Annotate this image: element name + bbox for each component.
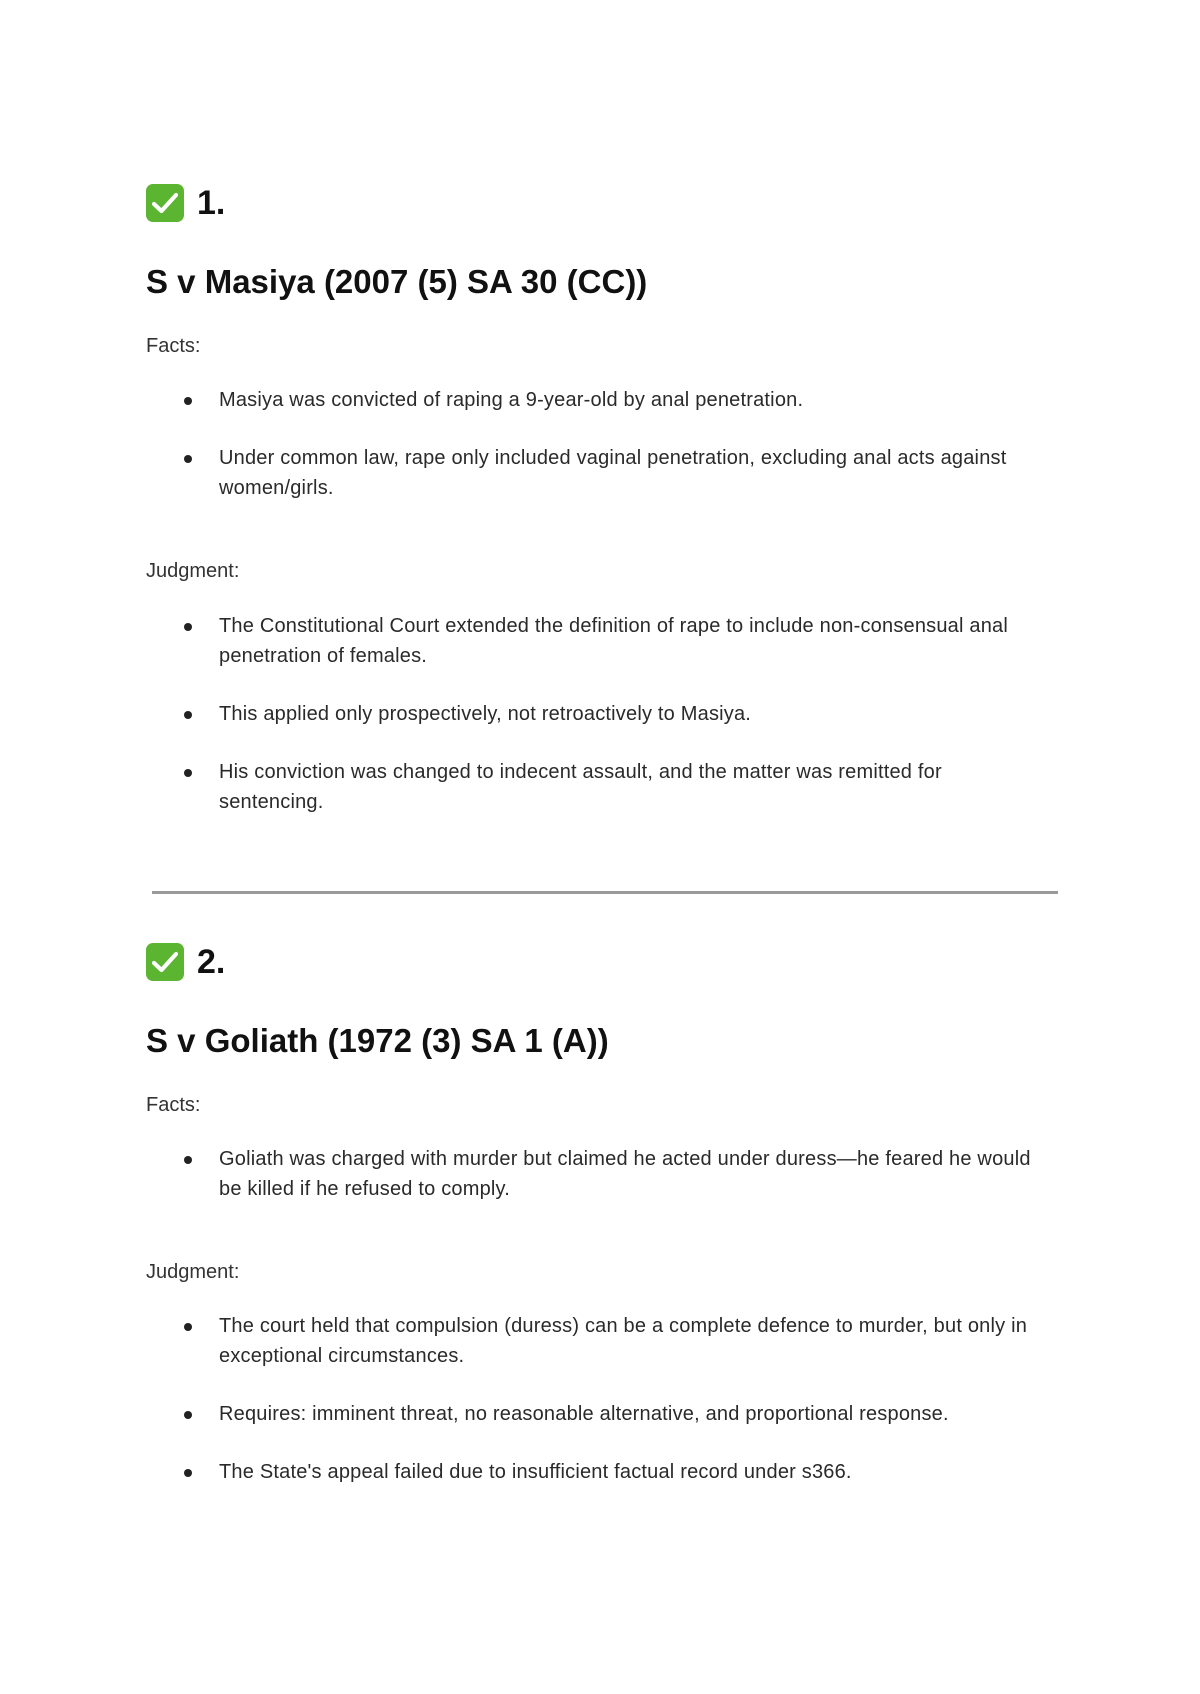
case-title: S v Masiya (2007 (5) SA 30 (CC))	[146, 263, 648, 300]
bullet-dot-icon	[184, 1323, 192, 1331]
bullet-dot-icon	[184, 769, 192, 777]
bullet-dot-icon	[184, 397, 192, 405]
bullet-dot-icon	[184, 455, 192, 463]
list-item: Under common law, rape only included vaginal penetration, excluding anal acts against women/girls.	[146, 443, 1046, 503]
list-item: Masiya was convicted of raping a 9-year-old by anal penetration.	[146, 385, 1046, 415]
judgment-label: Judgment:	[146, 1261, 240, 1283]
list-item: Goliath was charged with murder but claimed he acted under duress—he feared he would be killed if he refused to comply.	[146, 1144, 1046, 1204]
judgment-label: Judgment:	[146, 560, 240, 582]
list-item: This applied only prospectively, not retroactively to Masiya.	[146, 699, 1046, 729]
bullet-dot-icon	[184, 711, 192, 719]
list-item: The State's appeal failed due to insufficient factual record under s366.	[146, 1457, 1046, 1487]
section-divider	[152, 891, 1058, 894]
facts-list	[146, 385, 1046, 503]
case-title: S v Goliath (1972 (3) SA 1 (A))	[146, 1022, 609, 1059]
bullet-dot-icon	[184, 1411, 192, 1419]
bullet-dot-icon	[184, 623, 192, 631]
judgment-list	[146, 1311, 1046, 1487]
case-section-1	[146, 181, 1066, 813]
case-number: 1.	[197, 183, 226, 222]
facts-list	[146, 1144, 1046, 1204]
judgment-list	[146, 611, 1046, 817]
case-number: 2.	[197, 942, 226, 981]
list-item: His conviction was changed to indecent assault, and the matter was remitted for sentencing.	[146, 757, 1046, 817]
list-item: The Constitutional Court extended the definition of rape to include non-consensual anal penetration of females.	[146, 611, 1046, 671]
bullet-dot-icon	[184, 1469, 192, 1477]
case-number-row	[146, 181, 1066, 225]
check-mark-icon	[146, 184, 184, 222]
list-item: The court held that compulsion (duress) can be a complete defence to murder, but only in exceptional circumstances.	[146, 1311, 1046, 1371]
case-number-row	[146, 940, 1066, 984]
facts-label: Facts:	[146, 335, 201, 357]
check-mark-icon	[146, 943, 184, 981]
bullet-dot-icon	[184, 1156, 192, 1164]
list-item: Requires: imminent threat, no reasonable alternative, and proportional response.	[146, 1399, 1046, 1429]
facts-label: Facts:	[146, 1094, 201, 1116]
case-section-2	[146, 940, 1066, 1483]
